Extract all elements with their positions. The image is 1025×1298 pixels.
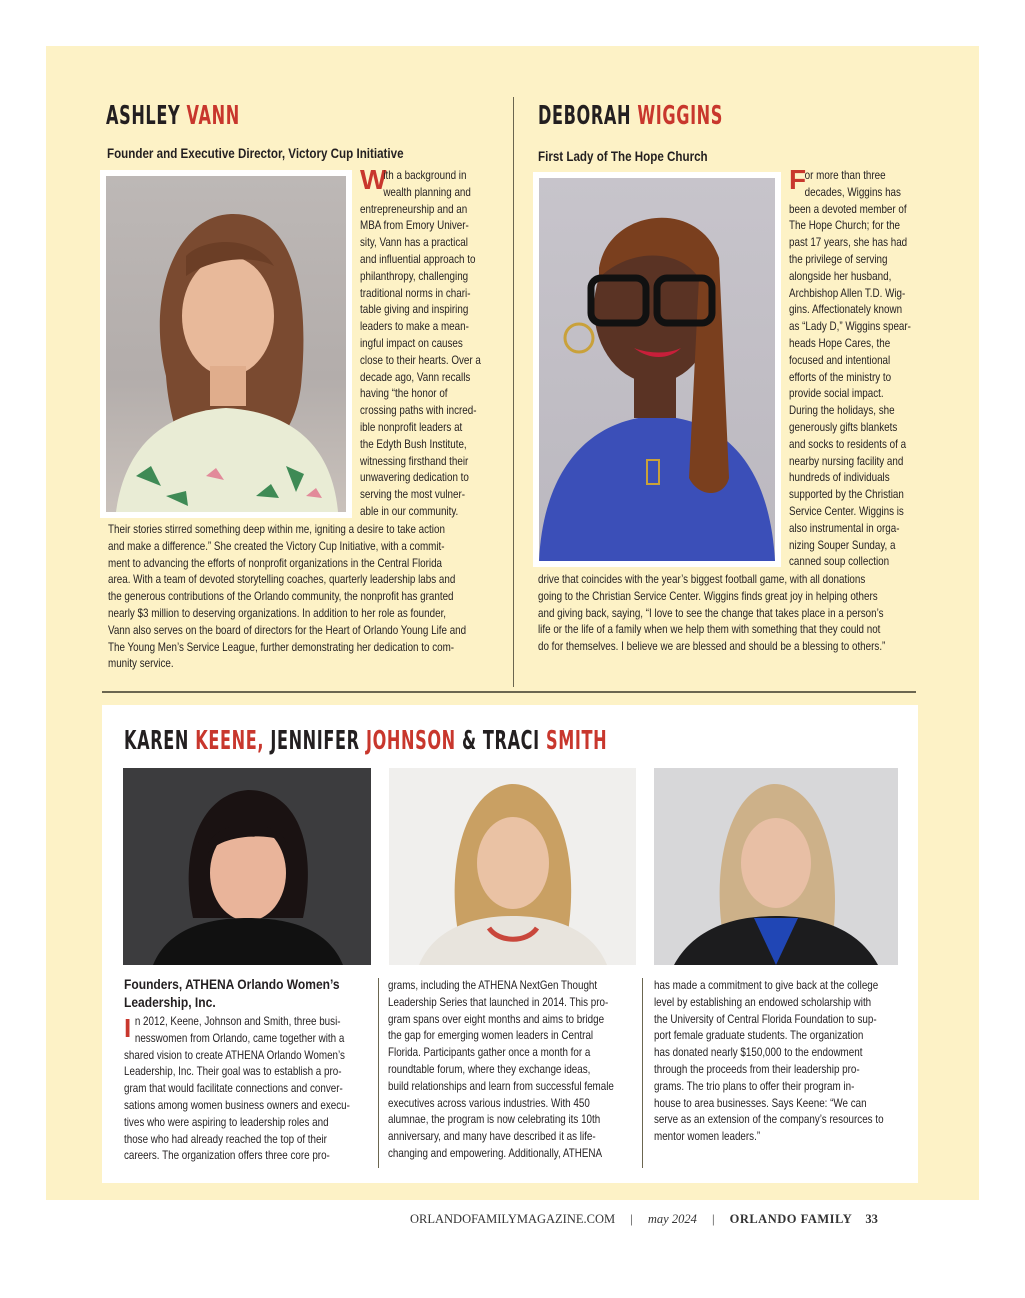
drop-cap: W — [360, 164, 387, 195]
text-line: the Edyth Bush Institute, — [360, 436, 467, 451]
text-line: nizing Souper Sunday, a — [789, 537, 896, 552]
text-line: the University of Central Florida Foundation to sup- — [654, 1011, 877, 1026]
portrait-illustration — [106, 176, 346, 512]
text-line: through the proceeds from their leadership pro- — [654, 1061, 860, 1076]
profile-name-deborah-wiggins — [538, 103, 723, 129]
portrait-photo-jennifer-johnson — [389, 768, 636, 965]
text-line: able in our community. — [360, 503, 459, 518]
profile-role: First Lady of The Hope Church — [538, 149, 708, 164]
text-line: Leadership, Inc. Their goal was to establish a pro- — [124, 1064, 342, 1079]
text-line: going to the Christian Service Center. Wiggins finds great joy in helping others — [538, 588, 878, 603]
text-line: or more than three — [804, 168, 886, 182]
last-name: WIGGINS — [637, 101, 724, 131]
text-line: serving the most vulner- — [360, 487, 466, 502]
text-line: Vann also serves on the board of directors for the Heart of Orlando Young Life and — [108, 622, 467, 637]
profile-role: Founder and Executive Director, Victory Cup Initiative — [107, 146, 404, 161]
text-line: changing and empowering. Additionally, ATHENA — [388, 1145, 603, 1160]
text-line: been a devoted member of — [789, 201, 907, 216]
portrait-photo-karen-keene — [123, 768, 371, 965]
footer-website: ORLANDOFAMILYMAGAZINE.COM — [410, 1212, 616, 1226]
text-line: n 2012, Keene, Johnson and Smith, three busi- — [134, 1014, 341, 1028]
portrait-photo-deborah-wiggins — [539, 178, 775, 561]
text-line: has donated nearly $150,000 to the endowment — [654, 1045, 863, 1060]
text-line: also instrumental in orga- — [789, 520, 900, 535]
text-line: Archbishop Allen T.D. Wig- — [789, 285, 906, 300]
text-line: ith a background in — [383, 168, 467, 182]
column-divider — [513, 97, 514, 687]
text-line: level by establishing an endowed scholarship with — [654, 994, 872, 1009]
text-line: decade ago, Vann recalls — [360, 369, 471, 384]
text-line: Service Center. Wiggins is — [789, 503, 904, 518]
text-line: the privilege of serving — [789, 251, 888, 266]
text-line: drive that coincides with the year’s biggest football game, with all donations — [538, 572, 866, 586]
title-part: KAREN — [124, 726, 196, 756]
text-line: traditional norms in chari- — [360, 285, 471, 300]
title-part-accent: JOHNSON — [365, 726, 456, 756]
title-part-accent: SMITH — [545, 726, 608, 756]
article-body-wrapped — [360, 164, 510, 520]
text-line: Their stories stirred something deep within me, igniting a desire to take action — [108, 522, 445, 536]
text-line: life or the life of a family when we help them with something that they could not — [538, 622, 881, 637]
drop-cap: F — [789, 164, 807, 195]
text-line: Florida. Participants gather once a month for a — [388, 1045, 591, 1060]
text-line: alumnae, the program is now celebrating its 10th — [388, 1112, 601, 1127]
text-line: past 17 years, she has had — [789, 235, 908, 250]
group-title — [124, 728, 607, 754]
text-line: focused and intentional — [789, 352, 891, 367]
text-line: sity, Vann has a practical — [360, 235, 468, 250]
text-line: alongside her husband, — [789, 268, 892, 283]
title-part: JENNIFER — [264, 726, 366, 756]
profile-name-ashley-vann — [106, 103, 240, 129]
column-rule — [378, 978, 379, 1168]
text-line: has made a commitment to give back at the college — [654, 978, 879, 992]
text-line: heads Hope Cares, the — [789, 335, 891, 350]
text-line: close to their hearts. Over a — [360, 352, 481, 367]
text-line: the gap for emerging women leaders in Central — [388, 1028, 594, 1043]
text-line: witnessing firsthand their — [360, 453, 469, 468]
portrait-photo-traci-smith — [654, 768, 898, 965]
text-line: nearby nursing facility and — [789, 453, 904, 468]
group-body-col-1 — [124, 1013, 374, 1164]
text-line: executives across various industries. With 450 — [388, 1095, 590, 1110]
text-line: During the holidays, she — [789, 403, 895, 418]
text-line: sations among women business owners and execu- — [124, 1097, 350, 1112]
column-rule — [642, 978, 643, 1168]
first-name: ASHLEY — [106, 101, 181, 131]
group-role-line-1: Founders, ATHENA Orlando Women’s — [124, 976, 340, 992]
group-body-col-3 — [654, 977, 916, 1145]
text-line: mentor women leaders.” — [654, 1129, 761, 1144]
text-line: and socks to residents of a — [789, 436, 907, 451]
footer-issue: may 2024 — [647, 1212, 697, 1226]
text-line: nearly $3 million to deserving organizations. In addition to her role as founder, — [108, 605, 447, 620]
text-line: entrepreneurship and an — [360, 201, 468, 216]
text-line: wealth planning and — [383, 184, 471, 199]
text-line: canned soup collection — [789, 554, 890, 569]
text-line: provide social impact. — [789, 386, 884, 401]
text-line: gins. Affectionately known — [789, 302, 903, 317]
text-line: the generous contributions of the Orlando community, the nonprofit has granted — [108, 589, 454, 604]
text-line: MBA from Emory Univer- — [360, 218, 469, 233]
article-body-wrapped — [789, 164, 929, 570]
text-line: crossing paths with incred- — [360, 403, 477, 418]
text-line: as “Lady D,” Wiggins spear- — [789, 319, 911, 334]
text-line: grams, including the ATHENA NextGen Thought — [388, 978, 598, 992]
text-line: serve as an extension of the company’s resources to — [654, 1112, 884, 1127]
text-line: table giving and inspiring — [360, 302, 469, 317]
title-part: & TRACI — [455, 726, 546, 756]
text-line: and influential approach to — [360, 251, 476, 266]
text-line: The Young Men’s Service League, further demonstrating her dedication to com- — [108, 639, 455, 654]
text-line: generously gifts blankets — [789, 419, 898, 434]
text-line: ment to advancing the efforts of nonprofit organizations in the Central Florida — [108, 555, 443, 570]
text-line: unwavering dedication to — [360, 470, 469, 485]
portrait-illustration — [389, 768, 636, 965]
portrait-illustration — [123, 768, 371, 965]
text-line: having “the honor of — [360, 386, 448, 401]
text-line: and giving back, saying, “I love to see the change that takes place in a person’s — [538, 605, 884, 620]
article-body-full — [538, 571, 928, 655]
text-line: leaders to make a mean- — [360, 319, 469, 334]
portrait-illustration — [539, 178, 775, 561]
footer-separator: | — [630, 1212, 633, 1226]
article-body-full — [108, 521, 513, 672]
text-line: The Hope Church; for the — [789, 218, 901, 233]
group-body-col-2 — [388, 977, 638, 1162]
footer-separator: | — [711, 1212, 715, 1226]
text-line: house to area businesses. Says Keene: “We can — [654, 1095, 867, 1110]
text-line: and make a difference.” She created the Victory Cup Initiative, with a commit- — [108, 538, 445, 553]
text-line: those who had already reached the top of their — [124, 1131, 327, 1146]
text-line: do for themselves. I believe we are blessed and should be a blessing to others.” — [538, 639, 886, 654]
text-line: ingful impact on causes — [360, 335, 463, 350]
drop-cap: I — [124, 1013, 132, 1043]
text-line: nesswomen from Orlando, came together with a — [134, 1030, 345, 1045]
text-line: philanthropy, challenging — [360, 268, 469, 283]
text-line: munity service. — [108, 656, 174, 671]
text-line: careers. The organization offers three core pro- — [124, 1148, 330, 1163]
text-line: Leadership Series that launched in 2014. This pro- — [388, 994, 609, 1009]
group-role-line-2: Leadership, Inc. — [124, 994, 216, 1010]
portrait-illustration — [654, 768, 898, 965]
text-line: build relationships and learn from successful female — [388, 1078, 614, 1093]
text-line: grams. The trio plans to offer their program in- — [654, 1078, 855, 1093]
text-line: port female graduate students. The organization — [654, 1028, 864, 1043]
text-line: decades, Wiggins has — [804, 184, 901, 199]
portrait-photo-ashley-vann — [106, 176, 346, 512]
text-line: gram that would facilitate connections and conver- — [124, 1081, 343, 1096]
text-line: roundtable forum, where they exchange ideas, — [388, 1061, 591, 1076]
footer-publication: ORLANDO FAMILY — [729, 1212, 853, 1226]
section-divider — [102, 691, 916, 693]
page-number: 33 — [865, 1212, 878, 1226]
text-line: area. With a team of devoted storytelling coaches, quarterly leadership labs and — [108, 572, 456, 587]
last-name: VANN — [186, 101, 240, 131]
title-part-accent: KEENE, — [195, 726, 265, 756]
first-name: DEBORAH — [538, 101, 632, 131]
text-line: efforts of the ministry to — [789, 369, 892, 384]
page-footer — [410, 1212, 878, 1227]
text-line: anniversary, and many have described it as life- — [388, 1129, 596, 1144]
text-line: shared vision to create ATHENA Orlando Women’s — [124, 1047, 345, 1062]
text-line: supported by the Christian — [789, 487, 904, 502]
text-line: hundreds of individuals — [789, 470, 890, 485]
text-line: gram spans over eight months and aims to bridge — [388, 1011, 605, 1026]
text-line: tives who were aspiring to leadership roles and — [124, 1114, 329, 1129]
text-line: ible nonprofit leaders at — [360, 419, 463, 434]
